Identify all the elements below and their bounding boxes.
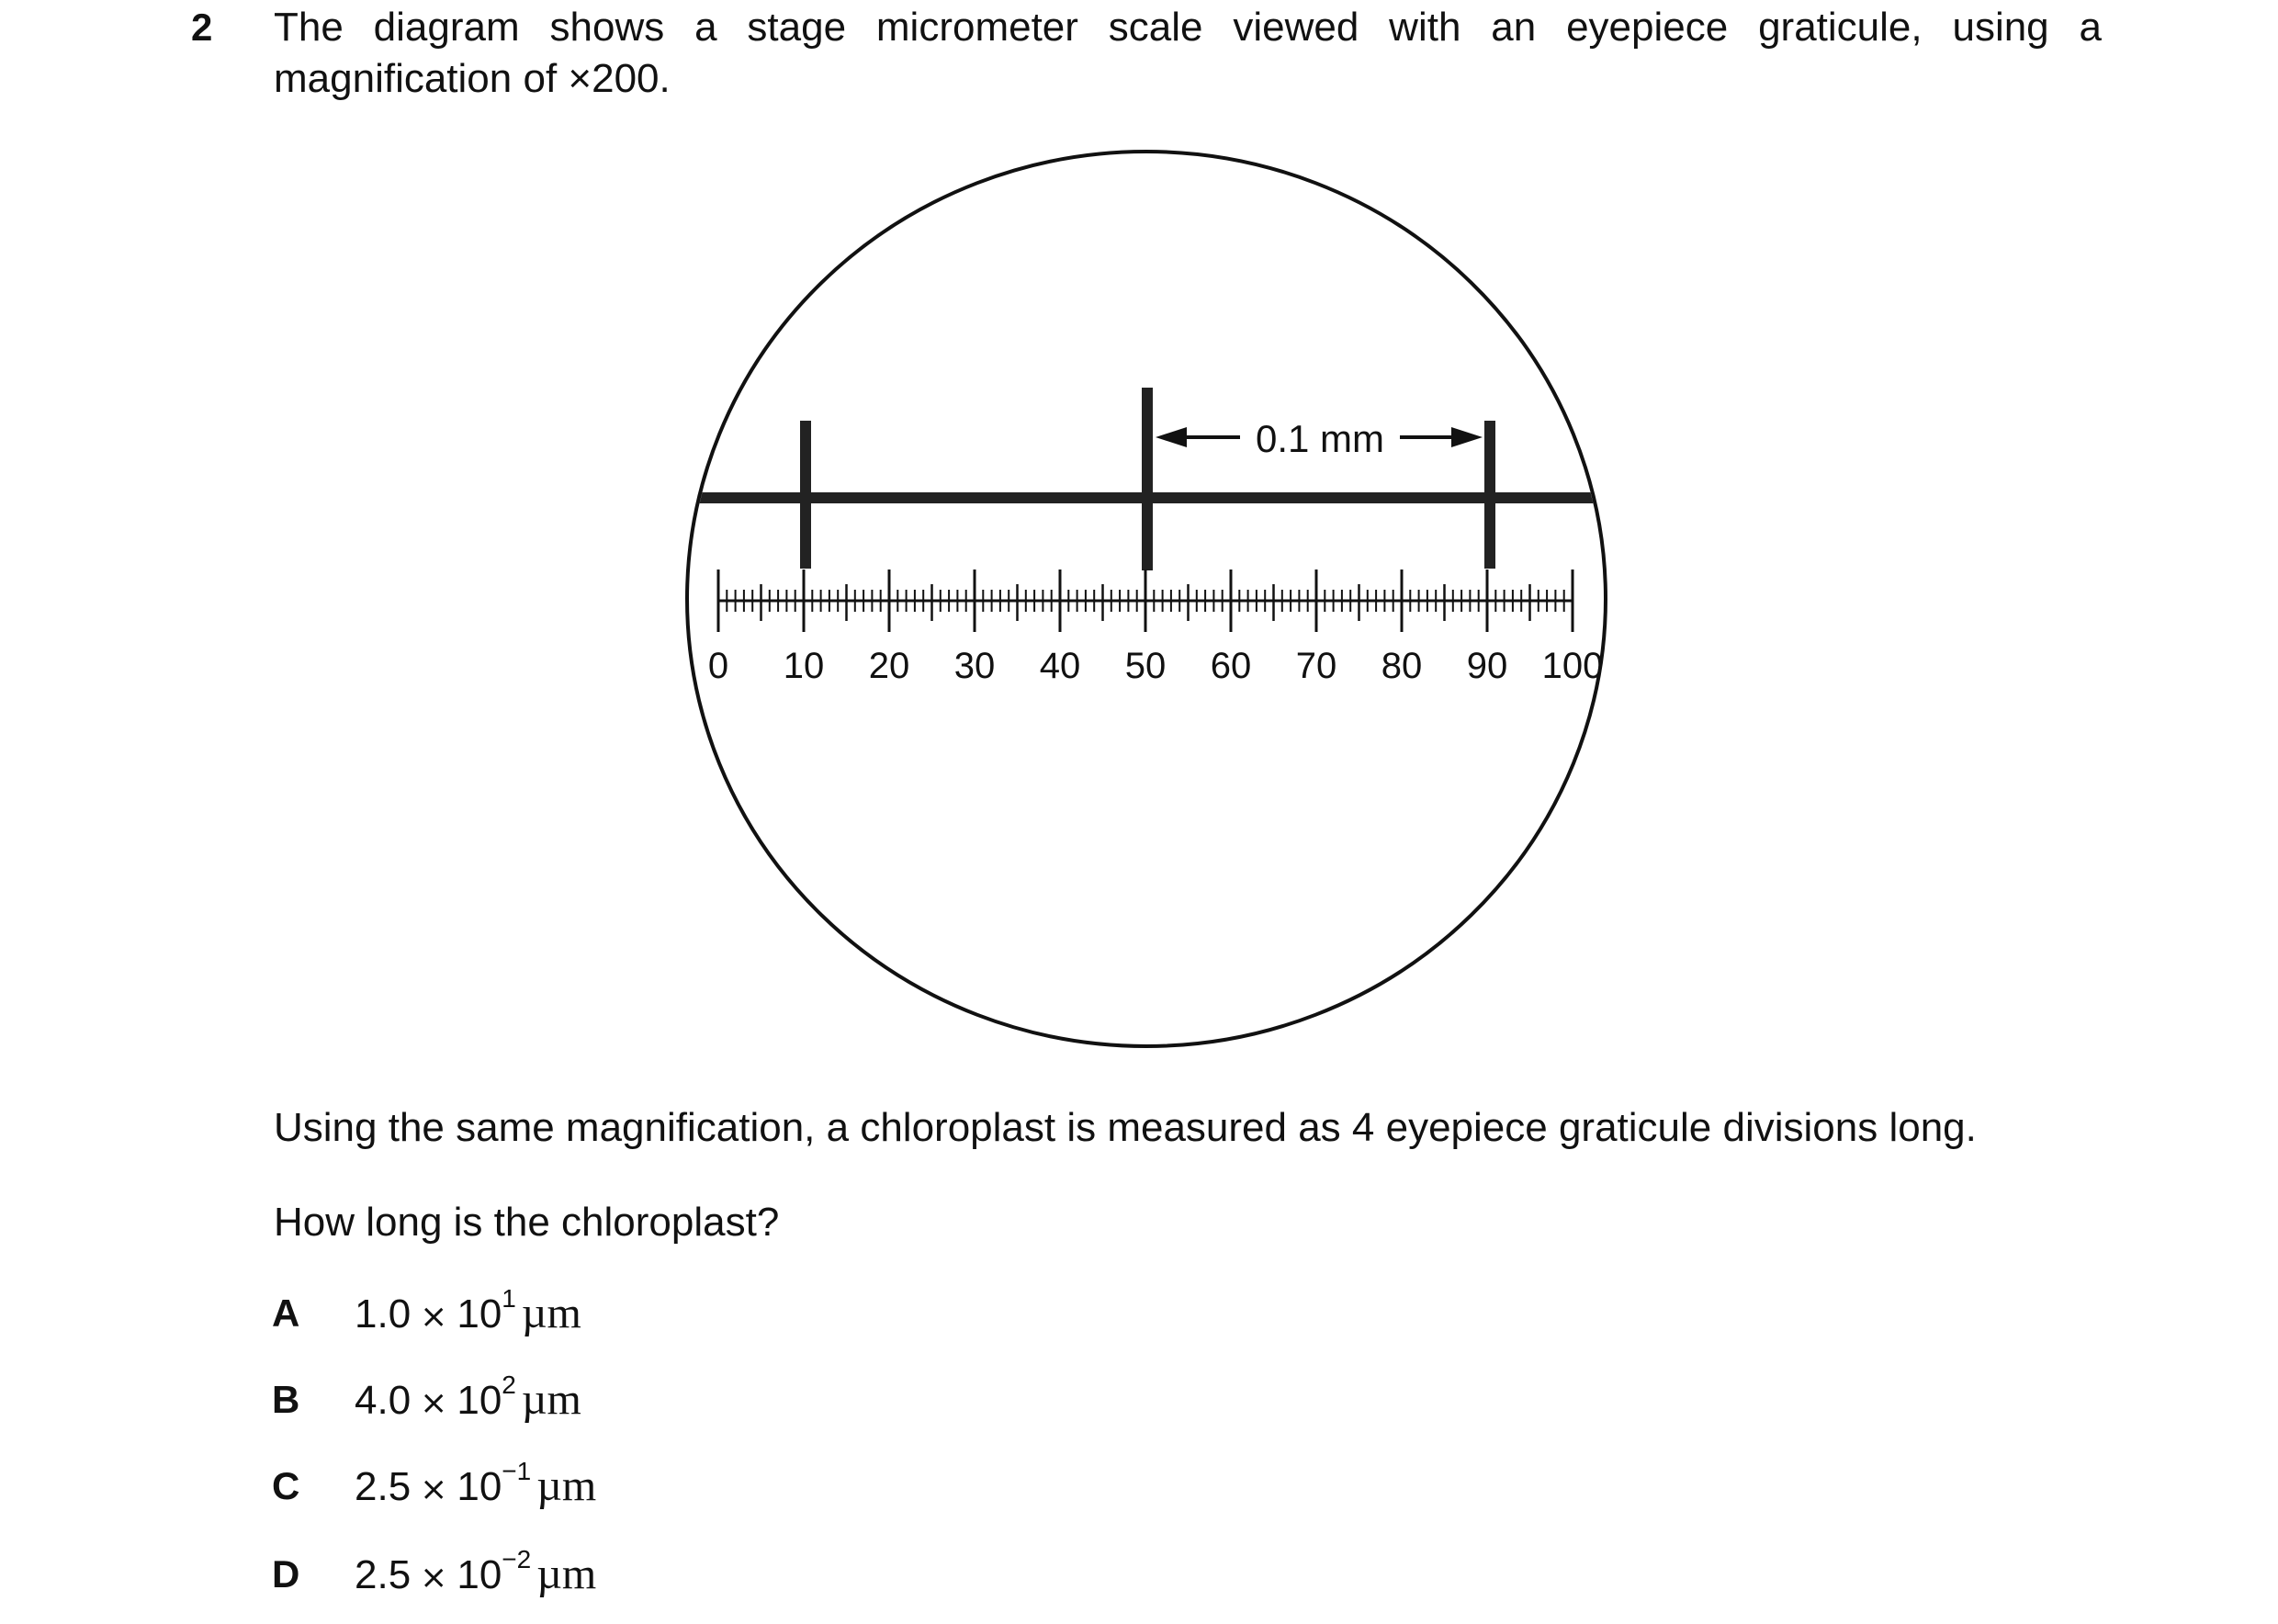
- option-exponent: −1: [502, 1457, 532, 1485]
- times-sign: ×: [420, 1384, 448, 1422]
- option-value: [355, 1370, 581, 1433]
- question-stem-line-1: The diagram shows a stage micrometer scale viewed with an eyepiece graticule, using a: [274, 5, 2102, 50]
- option-exponent: −2: [502, 1545, 532, 1573]
- option-letter: B: [272, 1378, 300, 1421]
- option-unit: µm: [536, 1550, 597, 1598]
- option-value: [355, 1457, 596, 1519]
- question-text: How long is the chloroplast?: [274, 1200, 780, 1245]
- option-base: 10: [457, 1291, 502, 1336]
- option-unit: µm: [536, 1461, 597, 1510]
- option-letter: A: [272, 1291, 300, 1335]
- option-unit: µm: [521, 1375, 581, 1424]
- measurement-statement: Using the same magnification, a chloroplast is measured as 4 eyepiece graticule divisions long.: [274, 1105, 1977, 1150]
- dimension-arrowhead-right: [1451, 427, 1483, 447]
- question-stem-line-2: magnification of ×200.: [274, 56, 671, 101]
- times-sign: ×: [420, 1471, 448, 1508]
- stage-micrometer: [680, 388, 1617, 570]
- graticule-scale-label: 60: [1210, 646, 1252, 686]
- question-number: 2: [191, 6, 213, 49]
- option-base: 10: [457, 1378, 502, 1423]
- graticule-scale-label: 20: [868, 646, 910, 686]
- graticule-scale-label: 80: [1381, 646, 1423, 686]
- stage-dimension-annotation: [1156, 417, 1483, 460]
- option-mantissa: 1.0: [355, 1291, 412, 1336]
- option-exponent: 2: [502, 1370, 516, 1399]
- option-value: [355, 1284, 581, 1347]
- graticule-scale-label: 50: [1124, 646, 1167, 686]
- option-exponent: 1: [502, 1284, 516, 1313]
- eyepiece-graticule: [708, 570, 1604, 686]
- graticule-scale-label: 70: [1295, 646, 1337, 686]
- times-sign: ×: [420, 1559, 448, 1596]
- option-base: 10: [457, 1552, 502, 1597]
- option-letter: C: [272, 1464, 300, 1507]
- option-mantissa: 2.5: [355, 1464, 412, 1509]
- graticule-scale-label: 30: [953, 646, 996, 686]
- graticule-scale-label: 10: [783, 646, 825, 686]
- option-letter: D: [272, 1552, 300, 1596]
- graticule-scale-label: 0: [707, 646, 729, 686]
- option-unit: µm: [521, 1289, 581, 1337]
- graticule-scale-label: 90: [1466, 646, 1508, 686]
- option-value: [355, 1545, 596, 1607]
- option-mantissa: 2.5: [355, 1552, 412, 1597]
- graticule-scale-label: 40: [1039, 646, 1081, 686]
- graticule-scale-label: 100: [1541, 646, 1604, 686]
- dimension-label: 0.1 mm: [1255, 417, 1385, 460]
- option-base: 10: [457, 1464, 502, 1509]
- dimension-arrowhead-left: [1156, 427, 1187, 447]
- times-sign: ×: [420, 1298, 448, 1336]
- option-mantissa: 4.0: [355, 1378, 412, 1423]
